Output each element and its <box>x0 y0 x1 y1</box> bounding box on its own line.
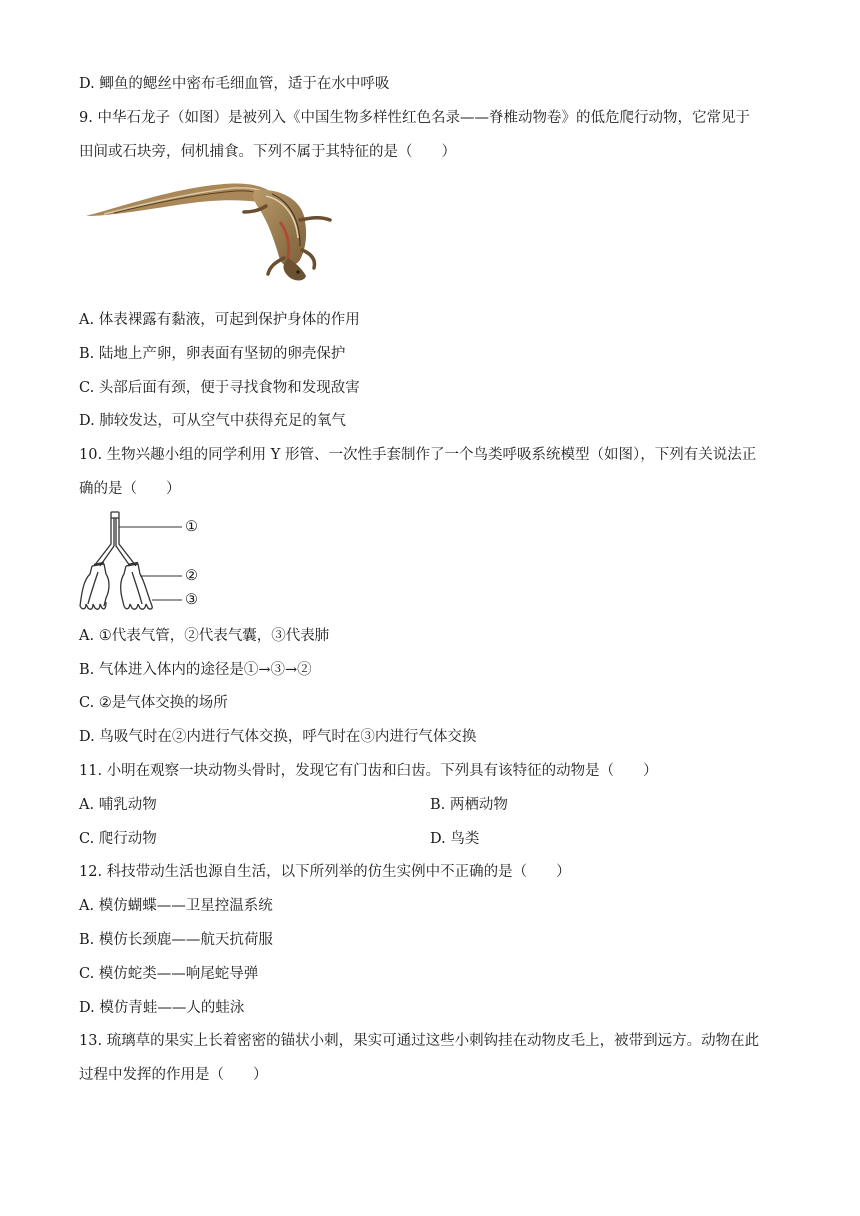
q12-option-d: D. 模仿青蛙——人的蛙泳 <box>79 1000 245 1016</box>
q9-option-b: B. 陆地上产卵，卵表面有坚韧的卵壳保护 <box>79 346 346 362</box>
q12-stem: 12. 科技带动生活也源自生活，以下所列举的仿生实例中不正确的是（ ） <box>79 864 571 880</box>
q9-option-a: A. 体表裸露有黏液，可起到保护身体的作用 <box>79 312 360 328</box>
q10-option-b: B. 气体进入体内的途径是①→③→② <box>79 662 312 678</box>
q10-figure-label-3: ③ <box>185 592 198 608</box>
q10-figure-label-2: ② <box>185 568 198 584</box>
q10-stem-line2: 确的是（ ） <box>79 481 181 497</box>
q11-option-c: C. 爬行动物 <box>79 831 157 847</box>
q11-stem: 11. 小明在观察一块动物头骨时，发现它有门齿和臼齿。下列具有该特征的动物是（ ） <box>79 763 658 779</box>
q11-option-a: A. 哺乳动物 <box>79 797 157 813</box>
q10-figure-label-1: ① <box>185 519 198 535</box>
q12-option-c: C. 模仿蛇类——响尾蛇导弹 <box>79 966 259 982</box>
q13-stem-line1: 13. 琉璃草的果实上长着密密的锚状小刺，果实可通过这些小刺钩挂在动物皮毛上，被带到远方。动物在此 <box>79 1033 760 1049</box>
q9-stem-line1: 9. 中华石龙子（如图）是被列入《中国生物多样性红色名录——脊椎动物卷》的低危爬行动物，它常见于 <box>79 110 750 126</box>
q9-stem-line2: 田间或石块旁，伺机捕食。下列不属于其特征的是（ ） <box>79 144 456 160</box>
q13-stem-line2: 过程中发挥的作用是（ ） <box>79 1067 268 1083</box>
q10-stem-line1: 10. 生物兴趣小组的同学利用 Y 形管、一次性手套制作了一个鸟类呼吸系统模型（如图），下列有关说法正 <box>79 447 757 463</box>
q10-option-d: D. 鸟吸气时在②内进行气体交换，呼气时在③内进行气体交换 <box>79 729 477 745</box>
q8-option-d: D. 鲫鱼的鳃丝中密布毛细血管，适于在水中呼吸 <box>79 76 390 92</box>
q12-option-a: A. 模仿蝴蝶——卫星控温系统 <box>79 898 273 914</box>
q9-option-d: D. 肺较发达，可从空气中获得充足的氧气 <box>79 413 346 429</box>
q11-option-d: D. 鸟类 <box>430 831 480 847</box>
q10-option-a: A. ①代表气管，②代表气囊，③代表肺 <box>79 628 330 644</box>
q12-option-b: B. 模仿长颈鹿——航天抗荷服 <box>79 932 273 948</box>
q11-option-b: B. 两栖动物 <box>430 797 508 813</box>
q10-option-c: C. ②是气体交换的场所 <box>79 695 228 711</box>
lizard-figure <box>84 176 340 284</box>
q9-option-c: C. 头部后面有颈，便于寻找食物和发现敌害 <box>79 380 360 396</box>
